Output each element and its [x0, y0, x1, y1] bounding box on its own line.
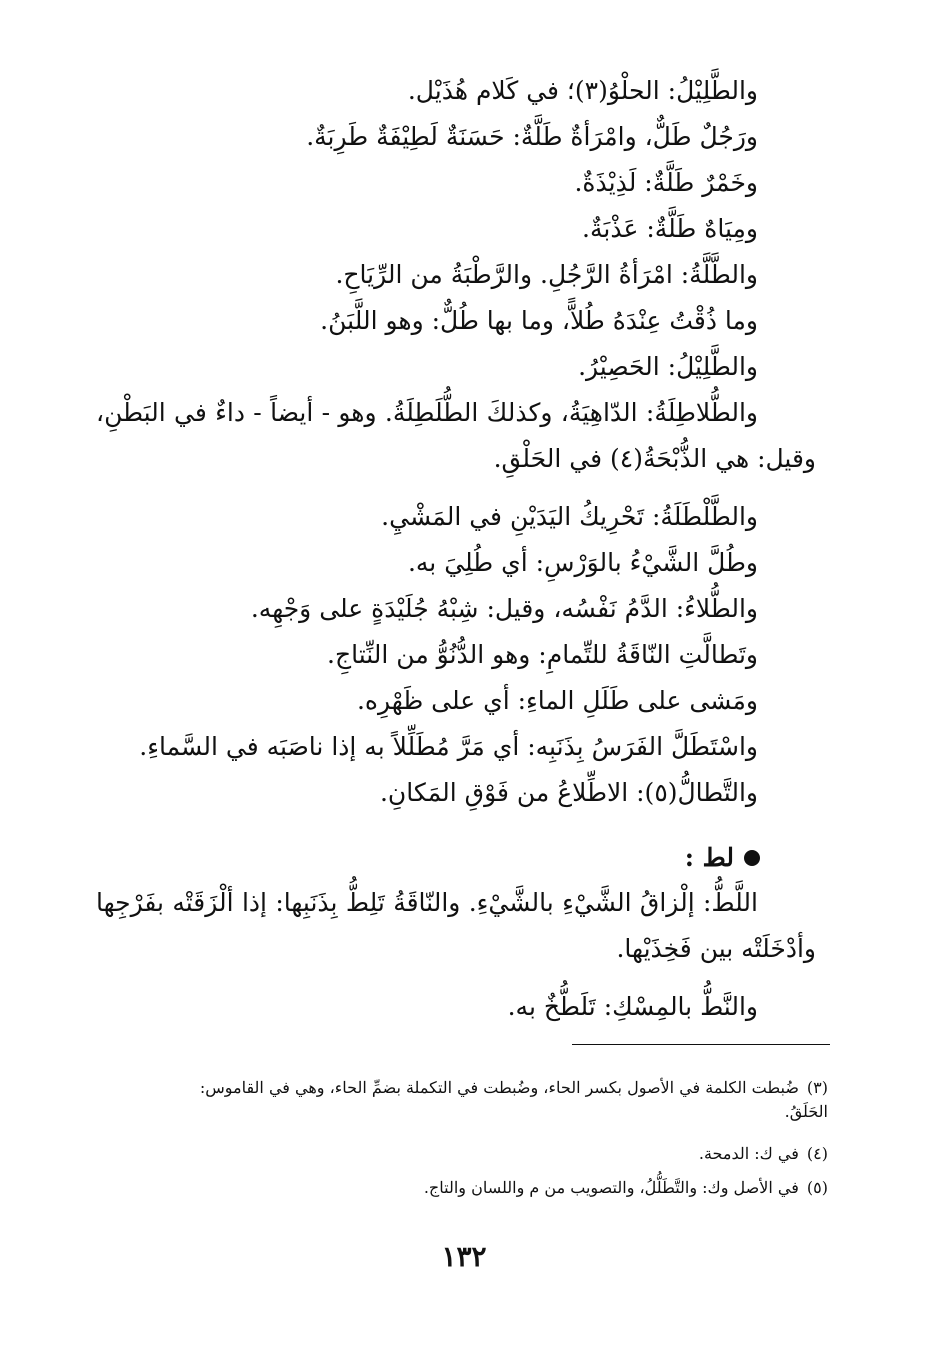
entry-line: والطَّلْطَلَةُ: تَحْرِيكُ اليَدَيْنِ في المَشْيِ.: [381, 502, 758, 531]
entry-line: ومِيَاهٌ طَلَّةٌ: عَذْبَةٌ.: [582, 214, 758, 243]
entry-line: والتَّطالُّ(٥): الاطِّلاعُ من فَوْقِ المَكانِ.: [379, 778, 758, 807]
entry-line: والطَّلَّةُ: امْرَأةُ الرَّجُلِ. والرَّطْبَةُ من الرِّيَاحِ.: [335, 260, 758, 289]
entry-line: ومَشى على طَلَلِ الماءِ: أي على ظَهْرِه.: [356, 686, 758, 715]
bullet-icon: [744, 850, 760, 866]
paragraph-line: والطُّلاطِلَةُ: الدّاهِيَةُ، وكذلكَ الطُّلَطِلَةُ. وهو - أيضاً - داءٌ في البَطْنِ،: [96, 398, 758, 427]
entries-top: [198, 68, 758, 390]
entry-last-block: [198, 984, 758, 1030]
footnote-number: (٥): [806, 1178, 828, 1197]
footnote-text: في ك: الدمحة.: [698, 1144, 799, 1163]
entry-line: والنَّطُّ بالمِسْكِ: تَلَطُّخٌ به.: [507, 992, 758, 1021]
paragraph-latt: [96, 880, 816, 972]
footnote-4: [106, 1142, 828, 1166]
entry-line: والطَّلِيْلُ: الحلْوُ(٣)؛ في كَلام هُذَيْل.: [407, 76, 758, 105]
footnote-text: في الأصل وك: والتَّطَلُّلُ، والتصويب من م واللسان والتاج.: [423, 1178, 799, 1197]
entry-line: وطُلَّ الشَّيْءُ بالوَرْسِ: أي طُلِيَ به.: [407, 548, 758, 577]
paragraph-line: وقيل: هي الذُّبْحَةُ(٤) في الحَلْقِ.: [493, 444, 816, 473]
paragraph-line: وأدْخَلَتْه بين فَخِذَيْها.: [616, 934, 816, 963]
entry-line: واسْتَطَلَّ الفَرَسُ بِذَنَبِه: أي مَرَّ مُطَلِّلاً به إذا ناصَبَه في السَّماءِ.: [139, 732, 758, 761]
entry-line: وتَطالَّتِ النّاقَةُ للتِّمامِ: وهو الدُّنُوُّ من النِّتاجِ.: [327, 640, 758, 669]
footnote-text: ضُبطت الكلمة في الأصول بكسر الحاء، وضُبطت في التكملة بضمِّ الحاء، وهي في القاموس:: [199, 1078, 799, 1097]
entry-line: والطُّلاءُ: الدَّمُ نَفْسُه، وقيل: شِبْهُ جُلَيْدَةٍ على وَجْهِه.: [250, 594, 758, 623]
page-number: ١٣٢: [441, 1240, 487, 1273]
entry-line: والطَّلِيْلُ: الحَصِيْرُ.: [578, 352, 758, 381]
section-heading-text: لط :: [684, 843, 734, 872]
paragraph-line: اللَّطُّ: إلْزاقُ الشَّيْءِ بالشَّيْءِ. والنّاقَةُ تَلِطُّ بِذَنَبِها: إذا ألْزَقَتْه بفَرْجِها: [96, 888, 758, 917]
entry-line: وما ذُقْتُ عِنْدَهُ طُلاًّ، وما بها طُلٌّ: وهو اللَّبَنُ.: [320, 306, 758, 335]
entry-line: ورَجُلٌ طَلٌّ، وامْرَأةٌ طَلَّةٌ: حَسَنَةٌ لَطِيْفَةٌ طَرِبَةٌ.: [306, 122, 758, 151]
entries-middle: [139, 494, 758, 816]
paragraph-talatila: [96, 390, 816, 482]
entry-line: وخَمْرٌ طَلَّةٌ: لَذِيْذَةٌ.: [574, 168, 758, 197]
footnote-divider: [572, 1044, 830, 1045]
footnote-number: (٣): [806, 1078, 828, 1097]
footnote-5: [106, 1176, 828, 1200]
footnote-text: الحَلَقُ.: [784, 1102, 828, 1121]
footnote-3: [106, 1076, 828, 1124]
section-heading: [685, 838, 760, 878]
footnote-number: (٤): [806, 1144, 828, 1163]
